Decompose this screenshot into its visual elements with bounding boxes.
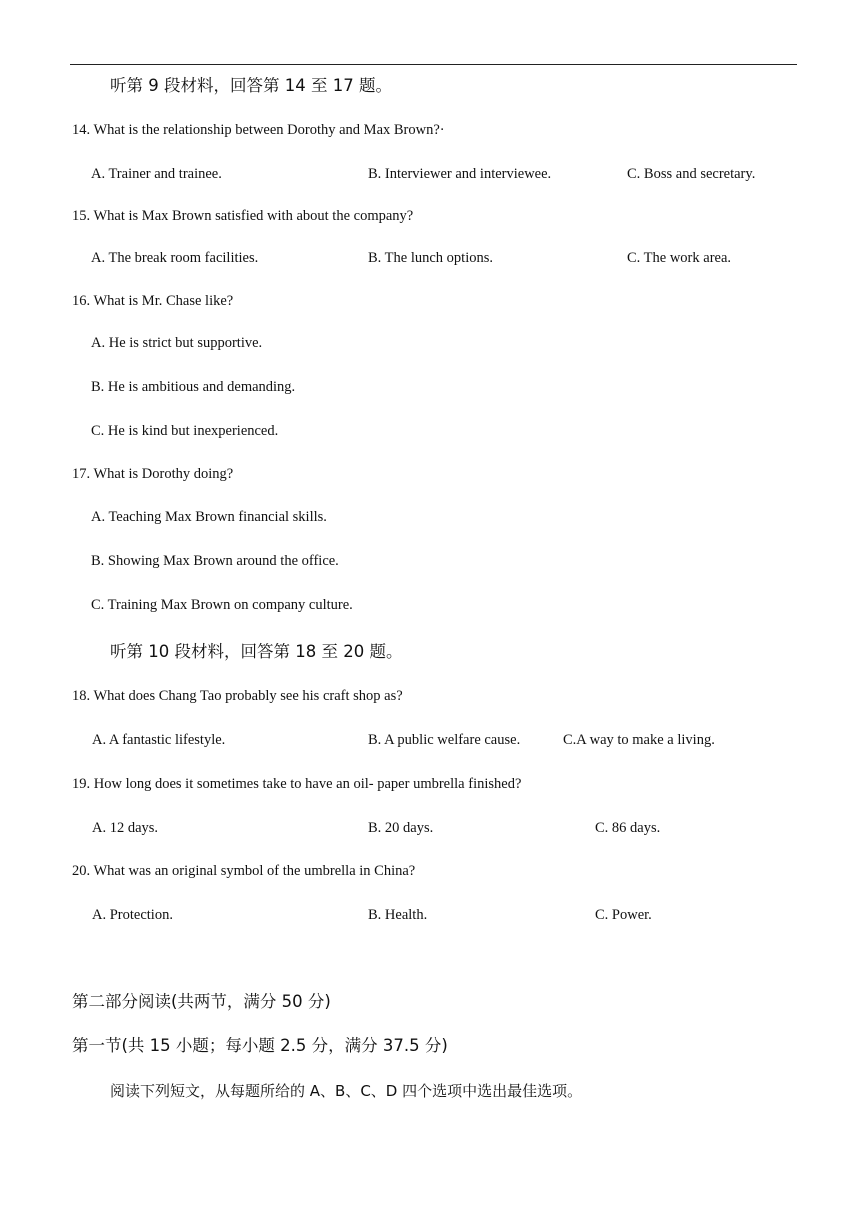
question-15-option-c: C. The work area.	[627, 250, 732, 266]
question-17-option-c: C. Training Max Brown on company culture.	[91, 597, 353, 613]
question-20-option-c: C. Power.	[595, 907, 652, 923]
question-17-stem: 17. What is Dorothy doing?	[72, 466, 234, 482]
question-18-option-b: B. A public welfare cause.	[368, 732, 521, 748]
question-16-option-b: B. He is ambitious and demanding.	[91, 379, 296, 395]
part-2-title: 第二部分阅读(共两节，满分 50 分)	[72, 992, 331, 1011]
question-19-stem: 19. How long does it sometimes take to have an oil- paper umbrella finished?	[72, 776, 522, 792]
question-16-option-a: A. He is strict but supportive.	[91, 335, 263, 351]
question-18-option-c: C.A way to make a living.	[563, 732, 715, 748]
section-9-header: 听第 9 段材料，回答第 14 至 17 题。	[110, 76, 392, 95]
question-18-option-a: A. A fantastic lifestyle.	[92, 732, 226, 748]
section-10-header: 听第 10 段材料，回答第 18 至 20 题。	[110, 642, 403, 661]
question-14-option-c: C. Boss and secretary.	[627, 166, 756, 182]
question-17-option-b: B. Showing Max Brown around the office.	[91, 553, 339, 569]
question-16-option-c: C. He is kind but inexperienced.	[91, 423, 279, 439]
question-14-option-b: B. Interviewer and interviewee.	[368, 166, 552, 182]
question-15-option-b: B. The lunch options.	[368, 250, 493, 266]
question-20-option-a: A. Protection.	[92, 907, 173, 923]
reading-instruction: 阅读下列短文，从每题所给的 A、B、C、D 四个选项中选出最佳选项。	[110, 1082, 583, 1100]
question-14-stem: 14. What is the relationship between Dorothy and Max Brown?·	[72, 122, 445, 138]
question-17-option-a: A. Teaching Max Brown financial skills.	[91, 509, 327, 525]
question-15-option-a: A. The break room facilities.	[91, 250, 259, 266]
question-19-option-c: C. 86 days.	[595, 820, 661, 836]
question-20-option-b: B. Health.	[368, 907, 428, 923]
question-19-option-b: B. 20 days.	[368, 820, 434, 836]
question-20-stem: 20. What was an original symbol of the umbrella in China?	[72, 863, 416, 879]
question-19-option-a: A. 12 days.	[92, 820, 159, 836]
question-18-stem: 18. What does Chang Tao probably see his craft shop as?	[72, 688, 403, 704]
question-15-stem: 15. What is Max Brown satisfied with about the company?	[72, 208, 414, 224]
part-2-subtitle: 第一节(共 15 小题；每小题 2.5 分，满分 37.5 分)	[72, 1036, 448, 1055]
top-rule	[70, 64, 797, 65]
question-16-stem: 16. What is Mr. Chase like?	[72, 293, 234, 309]
question-14-option-a: A. Trainer and trainee.	[91, 166, 222, 182]
